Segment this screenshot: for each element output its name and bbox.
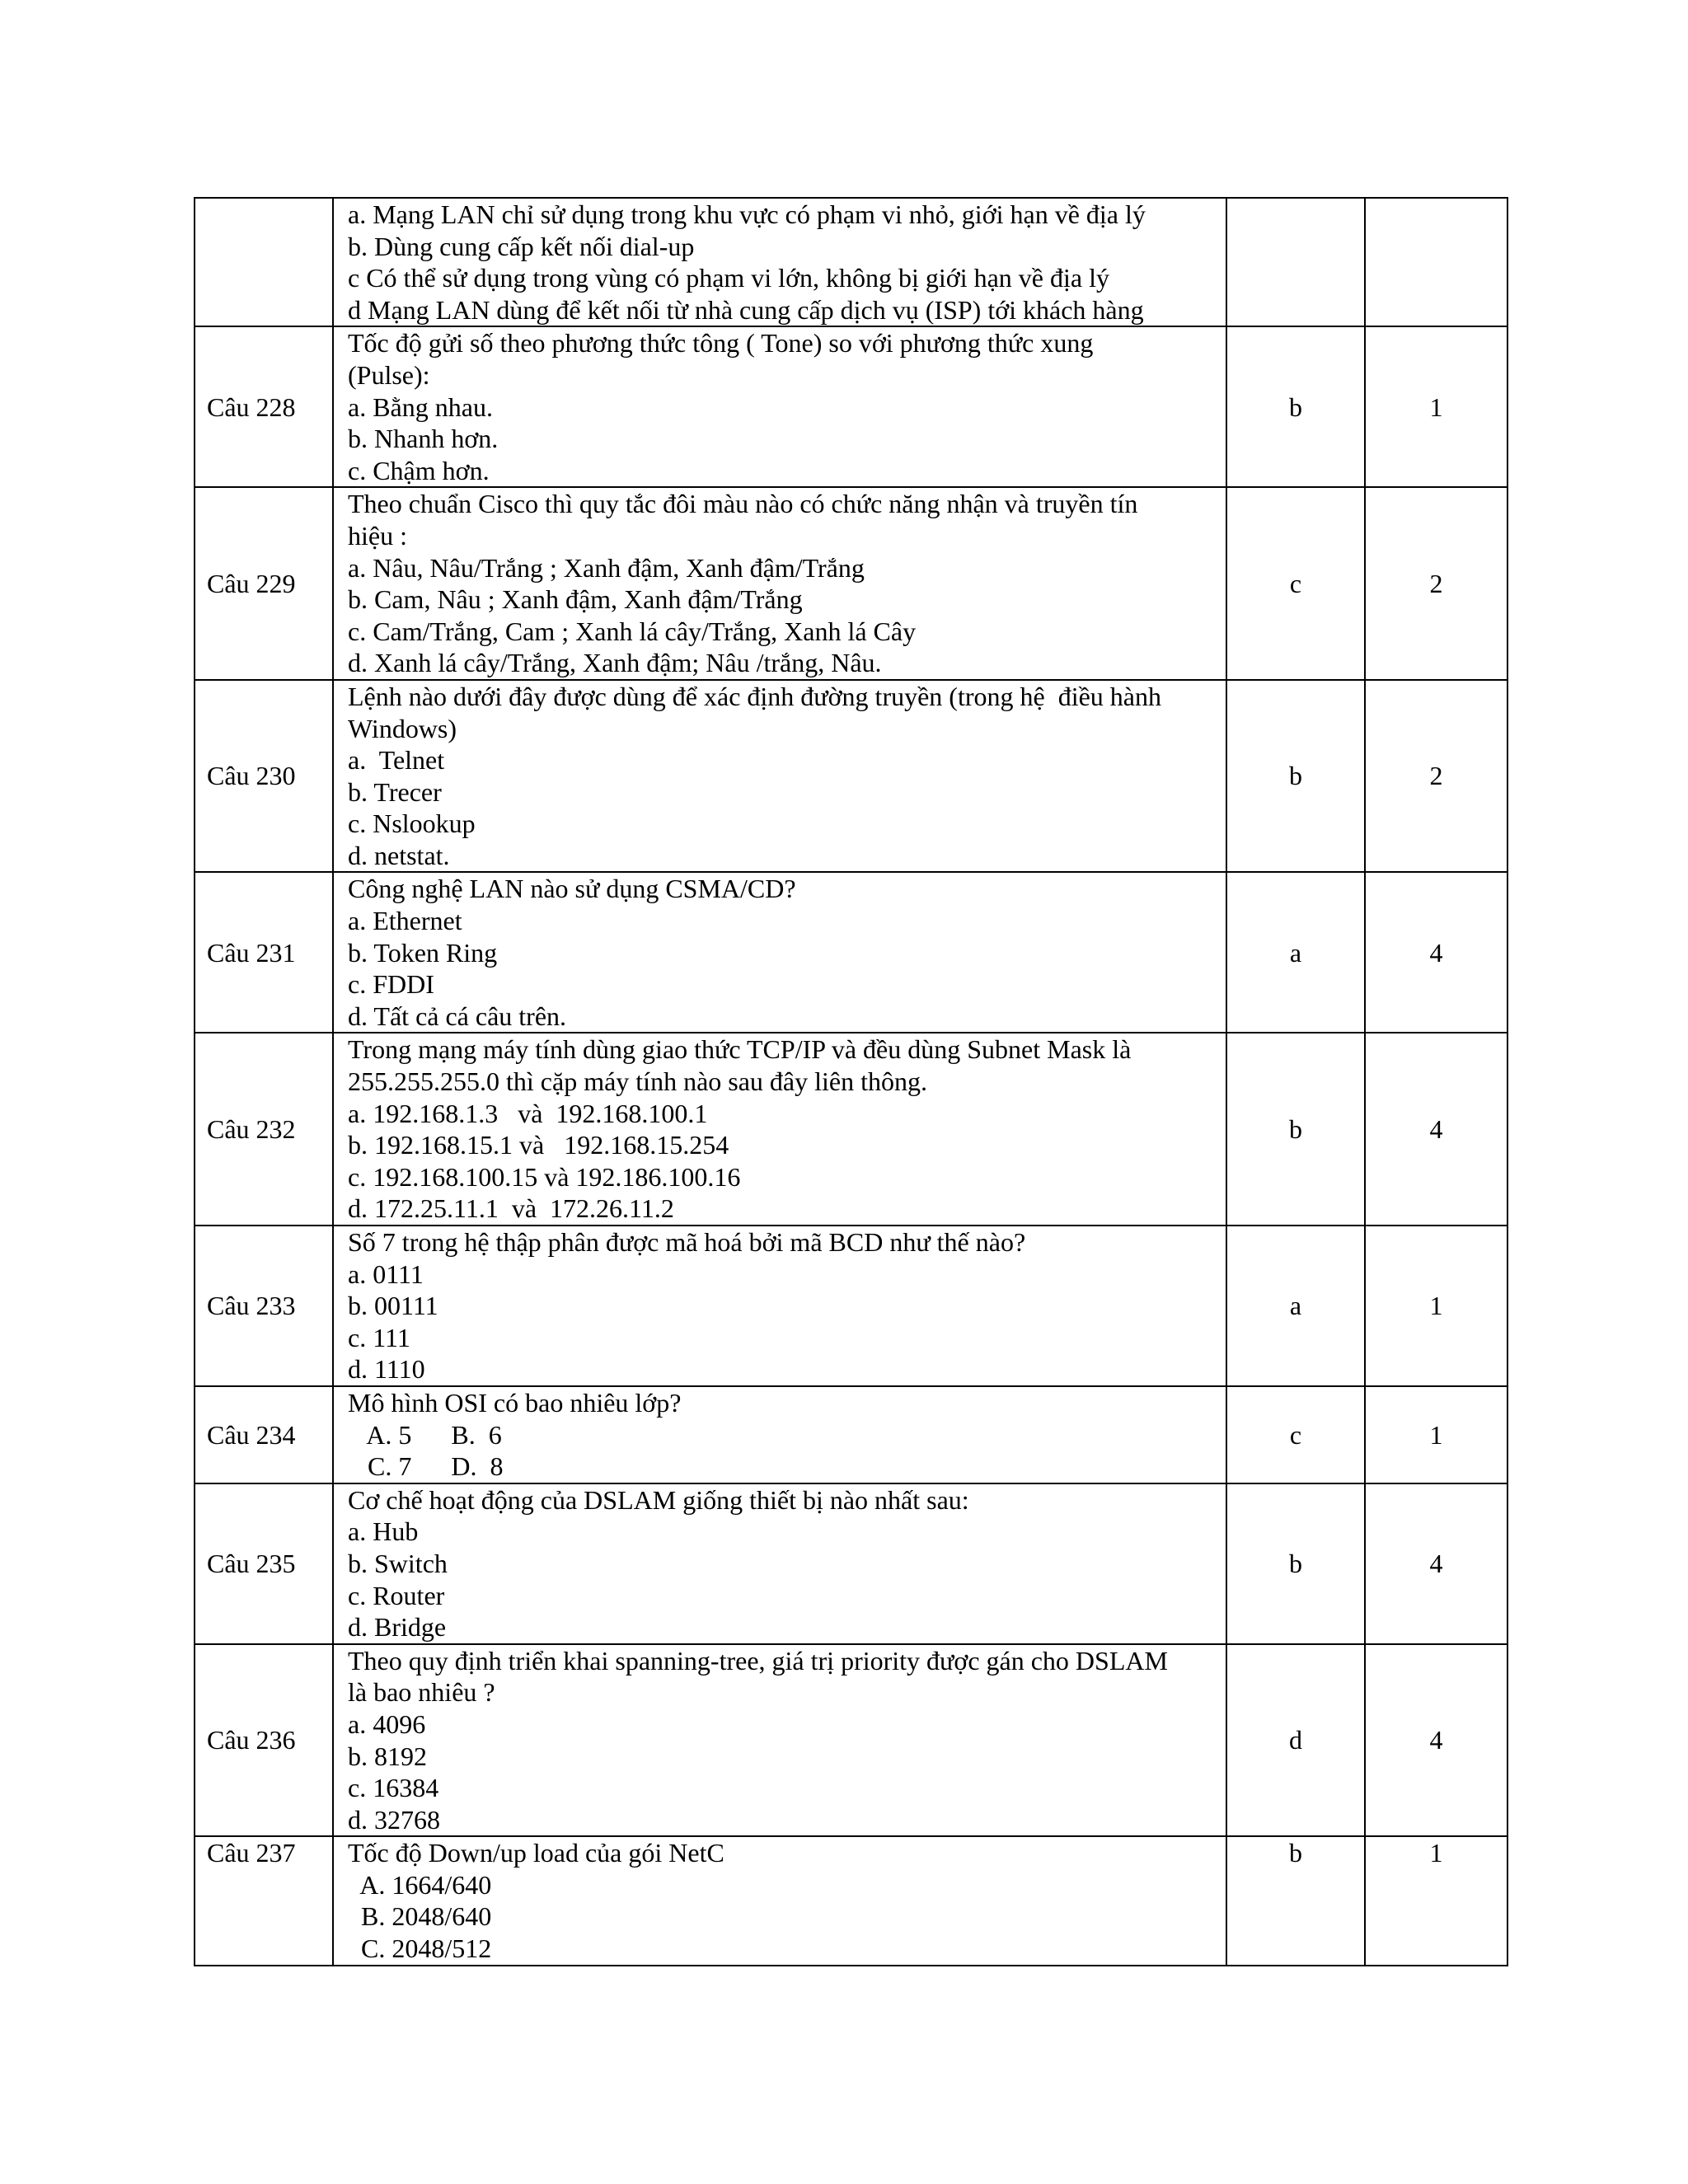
question-line: (Pulse):: [348, 359, 430, 390]
question-line: c. FDDI: [348, 969, 434, 1000]
question-line: Công nghệ LAN nào sử dụng CSMA/CD?: [348, 874, 796, 904]
question-line: Mô hình OSI có bao nhiêu lớp?: [348, 1387, 682, 1418]
level-cell: [1365, 198, 1507, 326]
question-line: a. Hub: [348, 1516, 419, 1547]
question-line: B. 2048/640: [348, 1901, 492, 1932]
question-line: b. 8192: [348, 1741, 427, 1771]
question-content: [333, 487, 1226, 680]
question-line: c. 192.168.100.15 và 192.186.100.16: [348, 1161, 741, 1192]
question-line: a. Telnet: [348, 745, 445, 776]
answer-cell: a: [1226, 1226, 1365, 1386]
question-row: [195, 1226, 1507, 1386]
question-number: Câu 228: [195, 326, 333, 487]
answer-cell: b: [1226, 680, 1365, 873]
level-cell: 2: [1365, 680, 1507, 873]
question-line: là bao nhiêu ?: [348, 1677, 495, 1708]
question-line: Cơ chế hoạt động của DSLAM giống thiết bị nào nhất sau:: [348, 1484, 969, 1515]
question-number: Câu 236: [195, 1644, 333, 1837]
question-row: [195, 1836, 1507, 1965]
question-line: Tốc độ Down/up load của gói NetC: [348, 1838, 724, 1868]
question-number: Câu 233: [195, 1226, 333, 1386]
question-line: Theo chuẩn Cisco thì quy tắc đôi màu nào có chức năng nhận và truyền tín: [348, 489, 1138, 519]
question-table: [194, 197, 1508, 1966]
question-content: [333, 1226, 1226, 1386]
answer-cell: b: [1226, 1033, 1365, 1226]
question-number: Câu 229: [195, 487, 333, 680]
question-content: [333, 1033, 1226, 1226]
level-cell: 4: [1365, 1644, 1507, 1837]
question-number: [195, 198, 333, 326]
question-line: C. 7 D. 8: [348, 1451, 504, 1482]
question-line: b. Dùng cung cấp kết nối dial-up: [348, 231, 695, 261]
question-line: b. Trecer: [348, 776, 442, 807]
question-row: [195, 1033, 1507, 1226]
question-content: [333, 1386, 1226, 1483]
question-content: [333, 1483, 1226, 1644]
question-line: b. 00111: [348, 1291, 438, 1321]
question-content: [333, 1836, 1226, 1965]
question-line: A. 5 B. 6: [348, 1419, 502, 1450]
question-line: Số 7 trong hệ thập phân được mã hoá bởi mã BCD như thế nào?: [348, 1227, 1026, 1257]
question-line: a. 4096: [348, 1708, 426, 1739]
answer-cell: b: [1226, 326, 1365, 487]
question-line: d. netstat.: [348, 840, 450, 870]
question-number: Câu 235: [195, 1483, 333, 1644]
question-number: Câu 232: [195, 1033, 333, 1226]
question-line: d. 32768: [348, 1804, 440, 1835]
level-cell: 4: [1365, 872, 1507, 1033]
level-cell: 2: [1365, 487, 1507, 680]
question-row: [195, 326, 1507, 487]
question-content: [333, 326, 1226, 487]
question-number: Câu 231: [195, 872, 333, 1033]
question-number: Câu 234: [195, 1386, 333, 1483]
question-content: [333, 198, 1226, 326]
level-cell: 1: [1365, 1226, 1507, 1386]
answer-cell: b: [1226, 1836, 1365, 1965]
question-row: [195, 680, 1507, 873]
question-line: b. Nhanh hơn.: [348, 424, 499, 454]
question-row: [195, 872, 1507, 1033]
question-line: a. 192.168.1.3 và 192.168.100.1: [348, 1098, 708, 1128]
question-line: hiệu :: [348, 520, 407, 551]
question-row: [195, 1644, 1507, 1837]
level-cell: 1: [1365, 326, 1507, 487]
question-line: b. Switch: [348, 1548, 448, 1578]
question-line: 255.255.255.0 thì cặp máy tính nào sau đây liên thông.: [348, 1066, 927, 1097]
question-row: [195, 487, 1507, 680]
question-line: A. 1664/640: [348, 1869, 492, 1900]
level-cell: 1: [1365, 1386, 1507, 1483]
question-line: a. Nâu, Nâu/Trắng ; Xanh đậm, Xanh đậm/Trắng: [348, 552, 865, 583]
question-line: d Mạng LAN dùng để kết nối từ nhà cung cấp dịch vụ (ISP) tới khách hàng: [348, 294, 1144, 325]
question-content: [333, 872, 1226, 1033]
question-row: [195, 1386, 1507, 1483]
question-line: c. Cam/Trắng, Cam ; Xanh lá cây/Trắng, Xanh lá Cây: [348, 616, 917, 646]
question-line: c. 111: [348, 1322, 410, 1352]
question-line: c. Router: [348, 1580, 445, 1610]
question-line: a. Bằng nhau.: [348, 391, 493, 422]
question-line: c. Nslookup: [348, 808, 476, 839]
question-table-body: [195, 198, 1507, 1966]
question-line: d. Xanh lá cây/Trắng, Xanh đậm; Nâu /trắng, Nâu.: [348, 648, 882, 678]
question-content: [333, 680, 1226, 873]
question-line: b. 192.168.15.1 và 192.168.15.254: [348, 1130, 729, 1160]
question-line: d. 172.25.11.1 và 172.26.11.2: [348, 1193, 674, 1224]
question-line: a. 0111: [348, 1258, 424, 1289]
answer-cell: c: [1226, 487, 1365, 680]
level-cell: 4: [1365, 1483, 1507, 1644]
question-number: Câu 230: [195, 680, 333, 873]
level-cell: 1: [1365, 1836, 1507, 1965]
answer-cell: a: [1226, 872, 1365, 1033]
question-line: Trong mạng máy tính dùng giao thức TCP/IP và đều dùng Subnet Mask là: [348, 1034, 1132, 1065]
question-line: a. Ethernet: [348, 906, 462, 936]
question-line: Windows): [348, 713, 457, 743]
question-line: C. 2048/512: [348, 1933, 492, 1964]
question-line: d. Tất cả cá câu trên.: [348, 1001, 567, 1031]
question-line: Theo quy định triển khai spanning-tree, giá trị priority được gán cho DSLAM: [348, 1645, 1168, 1675]
answer-cell: b: [1226, 1483, 1365, 1644]
question-line: d. Bridge: [348, 1612, 447, 1643]
question-line: c. 16384: [348, 1773, 439, 1803]
question-content: [333, 1644, 1226, 1837]
question-number: Câu 237: [195, 1836, 333, 1965]
question-line: d. 1110: [348, 1354, 425, 1385]
question-row: [195, 198, 1507, 326]
question-line: Lệnh nào dưới đây được dùng để xác định đường truyền (trong hệ điều hành: [348, 681, 1161, 711]
level-cell: 4: [1365, 1033, 1507, 1226]
question-line: b. Cam, Nâu ; Xanh đậm, Xanh đậm/Trắng: [348, 584, 803, 615]
question-line: a. Mạng LAN chỉ sử dụng trong khu vực có phạm vi nhỏ, giới hạn về địa lý: [348, 199, 1146, 229]
question-line: c Có thể sử dụng trong vùng có phạm vi lớn, không bị giới hạn về địa lý: [348, 263, 1109, 293]
answer-cell: d: [1226, 1644, 1365, 1837]
question-line: b. Token Ring: [348, 937, 498, 968]
question-line: c. Chậm hơn.: [348, 455, 490, 485]
answer-cell: c: [1226, 1386, 1365, 1483]
question-row: [195, 1483, 1507, 1644]
question-line: Tốc độ gửi số theo phương thức tông ( Tone) so với phương thức xung: [348, 328, 1094, 359]
answer-cell: [1226, 198, 1365, 326]
